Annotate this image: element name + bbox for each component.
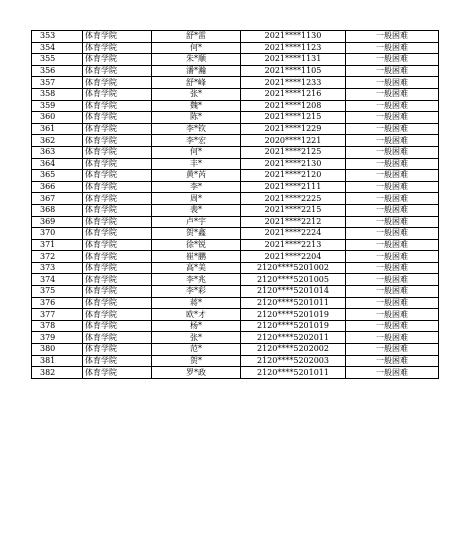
table-row: [32, 228, 439, 240]
college-cell: 体育学院: [83, 170, 152, 182]
difficulty-level-cell: 一般困难: [346, 355, 439, 367]
table-row: [32, 286, 439, 298]
row-number-cell: 355: [32, 54, 83, 66]
student-id-cell: 2021****2204: [241, 251, 346, 263]
college-cell: 体育学院: [83, 123, 152, 135]
table-row: [32, 65, 439, 77]
row-number-cell: 377: [32, 309, 83, 321]
student-id-cell: 2120****5201019: [241, 320, 346, 332]
student-id-cell: 2021****2215: [241, 204, 346, 216]
difficulty-level-cell: 一般困难: [346, 123, 439, 135]
college-cell: 体育学院: [83, 193, 152, 205]
college-cell: 体育学院: [83, 42, 152, 54]
table-row: [32, 54, 439, 66]
row-number-cell: 381: [32, 355, 83, 367]
student-name-cell: 贺*: [152, 355, 241, 367]
student-id-cell: 2021****2225: [241, 193, 346, 205]
college-cell: 体育学院: [83, 146, 152, 158]
student-name-cell: 丰*: [152, 158, 241, 170]
difficulty-level-cell: 一般困难: [346, 146, 439, 158]
college-cell: 体育学院: [83, 320, 152, 332]
student-id-cell: 2021****1131: [241, 54, 346, 66]
difficulty-level-cell: 一般困难: [346, 204, 439, 216]
row-number-cell: 370: [32, 228, 83, 240]
row-number-cell: 372: [32, 251, 83, 263]
student-name-cell: 朱*顺: [152, 54, 241, 66]
table-row: [32, 123, 439, 135]
student-id-cell: 2021****2111: [241, 181, 346, 193]
difficulty-level-cell: 一般困难: [346, 239, 439, 251]
row-number-cell: 362: [32, 135, 83, 147]
table-body: [32, 31, 439, 379]
student-name-cell: 潘*瀚: [152, 65, 241, 77]
student-name-cell: 徐*锐: [152, 239, 241, 251]
student-name-cell: 崔*鹏: [152, 251, 241, 263]
difficulty-level-cell: 一般困难: [346, 88, 439, 100]
row-number-cell: 368: [32, 204, 83, 216]
student-id-cell: 2021****1233: [241, 77, 346, 89]
student-id-cell: 2120****5201005: [241, 274, 346, 286]
student-id-cell: 2120****5202002: [241, 344, 346, 356]
college-cell: 体育学院: [83, 239, 152, 251]
college-cell: 体育学院: [83, 251, 152, 263]
student-id-cell: 2120****5202003: [241, 355, 346, 367]
difficulty-level-cell: 一般困难: [346, 320, 439, 332]
student-name-cell: 贺*鑫: [152, 228, 241, 240]
student-name-cell: 陈*: [152, 112, 241, 124]
student-name-cell: 蒋*: [152, 297, 241, 309]
college-cell: 体育学院: [83, 309, 152, 321]
college-cell: 体育学院: [83, 54, 152, 66]
student-name-cell: 高*美: [152, 262, 241, 274]
college-cell: 体育学院: [83, 355, 152, 367]
table-row: [32, 262, 439, 274]
difficulty-level-cell: 一般困难: [346, 31, 439, 43]
college-cell: 体育学院: [83, 274, 152, 286]
student-name-cell: 张*: [152, 88, 241, 100]
row-number-cell: 366: [32, 181, 83, 193]
row-number-cell: 358: [32, 88, 83, 100]
difficulty-level-cell: 一般困难: [346, 286, 439, 298]
student-id-cell: 2021****2120: [241, 170, 346, 182]
college-cell: 体育学院: [83, 344, 152, 356]
table-row: [32, 193, 439, 205]
row-number-cell: 382: [32, 367, 83, 379]
table-row: [32, 170, 439, 182]
table-row: [32, 297, 439, 309]
difficulty-level-cell: 一般困难: [346, 112, 439, 124]
college-cell: 体育学院: [83, 262, 152, 274]
difficulty-level-cell: 一般困难: [346, 344, 439, 356]
difficulty-level-cell: 一般困难: [346, 309, 439, 321]
row-number-cell: 360: [32, 112, 83, 124]
student-name-cell: 李*钦: [152, 123, 241, 135]
student-id-cell: 2021****2125: [241, 146, 346, 158]
student-id-cell: 2020****1221: [241, 135, 346, 147]
student-name-cell: 李*兆: [152, 274, 241, 286]
row-number-cell: 364: [32, 158, 83, 170]
row-number-cell: 367: [32, 193, 83, 205]
table-row: [32, 146, 439, 158]
student-id-cell: 2021****1123: [241, 42, 346, 54]
table-row: [32, 367, 439, 379]
row-number-cell: 380: [32, 344, 83, 356]
student-name-cell: 魏*: [152, 100, 241, 112]
difficulty-level-cell: 一般困难: [346, 367, 439, 379]
table-row: [32, 251, 439, 263]
student-name-cell: 李*宏: [152, 135, 241, 147]
college-cell: 体育学院: [83, 112, 152, 124]
table-row: [32, 274, 439, 286]
student-id-cell: 2120****5201011: [241, 297, 346, 309]
difficulty-level-cell: 一般困难: [346, 262, 439, 274]
table-row: [32, 204, 439, 216]
row-number-cell: 373: [32, 262, 83, 274]
student-name-cell: 黄*芮: [152, 170, 241, 182]
difficulty-level-cell: 一般困难: [346, 77, 439, 89]
student-name-cell: 舒*雷: [152, 31, 241, 43]
row-number-cell: 379: [32, 332, 83, 344]
student-name-cell: 杨*: [152, 320, 241, 332]
student-id-cell: 2120****5201011: [241, 367, 346, 379]
student-name-cell: 裴*: [152, 204, 241, 216]
college-cell: 体育学院: [83, 77, 152, 89]
row-number-cell: 363: [32, 146, 83, 158]
student-name-cell: 欧*才: [152, 309, 241, 321]
difficulty-level-cell: 一般困难: [346, 332, 439, 344]
student-list-table: [31, 30, 439, 379]
student-name-cell: 李*: [152, 181, 241, 193]
college-cell: 体育学院: [83, 216, 152, 228]
row-number-cell: 376: [32, 297, 83, 309]
difficulty-level-cell: 一般困难: [346, 65, 439, 77]
college-cell: 体育学院: [83, 297, 152, 309]
row-number-cell: 374: [32, 274, 83, 286]
difficulty-level-cell: 一般困难: [346, 193, 439, 205]
table-row: [32, 77, 439, 89]
college-cell: 体育学院: [83, 204, 152, 216]
difficulty-level-cell: 一般困难: [346, 251, 439, 263]
student-id-cell: 2021****1208: [241, 100, 346, 112]
student-id-cell: 2021****1105: [241, 65, 346, 77]
table-row: [32, 158, 439, 170]
student-name-cell: 何*: [152, 146, 241, 158]
college-cell: 体育学院: [83, 286, 152, 298]
student-id-cell: 2021****2213: [241, 239, 346, 251]
table-row: [32, 309, 439, 321]
row-number-cell: 378: [32, 320, 83, 332]
college-cell: 体育学院: [83, 228, 152, 240]
student-id-cell: 2021****1216: [241, 88, 346, 100]
difficulty-level-cell: 一般困难: [346, 135, 439, 147]
table-row: [32, 344, 439, 356]
college-cell: 体育学院: [83, 332, 152, 344]
row-number-cell: 357: [32, 77, 83, 89]
student-name-cell: 周*: [152, 193, 241, 205]
student-name-cell: 范*: [152, 344, 241, 356]
difficulty-level-cell: 一般困难: [346, 181, 439, 193]
college-cell: 体育学院: [83, 135, 152, 147]
college-cell: 体育学院: [83, 367, 152, 379]
student-id-cell: 2021****1229: [241, 123, 346, 135]
row-number-cell: 356: [32, 65, 83, 77]
table-row: [32, 88, 439, 100]
student-id-cell: 2021****2130: [241, 158, 346, 170]
student-name-cell: 李*彩: [152, 286, 241, 298]
table-row: [32, 181, 439, 193]
table-row: [32, 42, 439, 54]
student-name-cell: 张*: [152, 332, 241, 344]
row-number-cell: 365: [32, 170, 83, 182]
table-row: [32, 112, 439, 124]
row-number-cell: 371: [32, 239, 83, 251]
college-cell: 体育学院: [83, 181, 152, 193]
difficulty-level-cell: 一般困难: [346, 228, 439, 240]
table-row: [32, 239, 439, 251]
student-id-cell: 2021****2212: [241, 216, 346, 228]
table-row: [32, 320, 439, 332]
table-row: [32, 135, 439, 147]
student-id-cell: 2120****5201014: [241, 286, 346, 298]
row-number-cell: 361: [32, 123, 83, 135]
row-number-cell: 353: [32, 31, 83, 43]
row-number-cell: 375: [32, 286, 83, 298]
difficulty-level-cell: 一般困难: [346, 297, 439, 309]
difficulty-level-cell: 一般困难: [346, 100, 439, 112]
row-number-cell: 359: [32, 100, 83, 112]
student-id-cell: 2021****2224: [241, 228, 346, 240]
college-cell: 体育学院: [83, 31, 152, 43]
difficulty-level-cell: 一般困难: [346, 274, 439, 286]
student-id-cell: 2120****5202011: [241, 332, 346, 344]
difficulty-level-cell: 一般困难: [346, 54, 439, 66]
college-cell: 体育学院: [83, 88, 152, 100]
table-row: [32, 31, 439, 43]
table-row: [32, 332, 439, 344]
college-cell: 体育学院: [83, 158, 152, 170]
difficulty-level-cell: 一般困难: [346, 42, 439, 54]
difficulty-level-cell: 一般困难: [346, 170, 439, 182]
row-number-cell: 354: [32, 42, 83, 54]
student-name-cell: 舒*峰: [152, 77, 241, 89]
difficulty-level-cell: 一般困难: [346, 158, 439, 170]
table-row: [32, 100, 439, 112]
student-name-cell: 卢*宇: [152, 216, 241, 228]
college-cell: 体育学院: [83, 65, 152, 77]
table-row: [32, 216, 439, 228]
student-name-cell: 罗*政: [152, 367, 241, 379]
student-id-cell: 2021****1215: [241, 112, 346, 124]
student-id-cell: 2021****1130: [241, 31, 346, 43]
student-id-cell: 2120****5201002: [241, 262, 346, 274]
difficulty-level-cell: 一般困难: [346, 216, 439, 228]
row-number-cell: 369: [32, 216, 83, 228]
college-cell: 体育学院: [83, 100, 152, 112]
student-id-cell: 2120****5201019: [241, 309, 346, 321]
table-row: [32, 355, 439, 367]
student-name-cell: 何*: [152, 42, 241, 54]
